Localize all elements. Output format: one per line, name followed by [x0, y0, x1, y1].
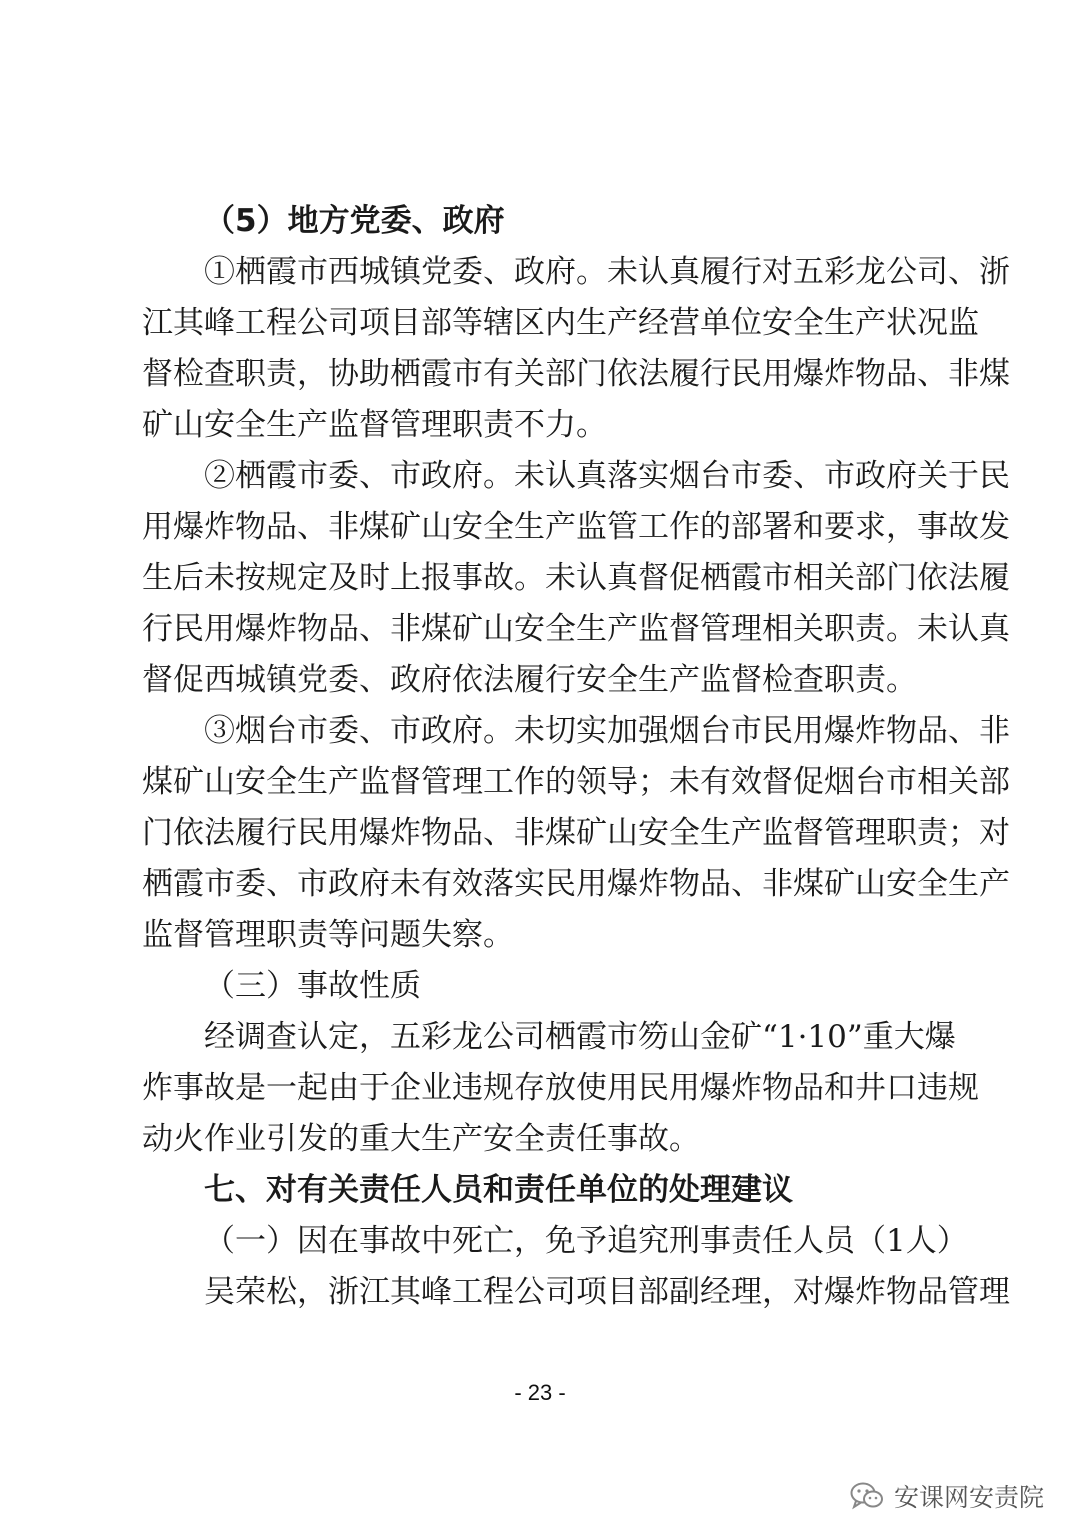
paragraph-line: 江其峰工程公司项目部等辖区内生产经营单位安全生产状况监 — [142, 305, 979, 341]
paragraph-line: 吴荣松，浙江其峰工程公司项目部副经理，对爆炸物品管理 — [204, 1274, 1010, 1310]
wechat-icon — [850, 1481, 884, 1511]
paragraph-line: 督促西城镇党委、政府依法履行安全生产监督检查职责。 — [142, 662, 917, 698]
paragraph-line: 经调查认定，五彩龙公司栖霞市笏山金矿“1·10”重大爆 — [204, 1019, 956, 1055]
paragraph-line: ③烟台市委、市政府。未切实加强烟台市民用爆炸物品、非 — [204, 713, 1010, 749]
page-number: - 23 - — [514, 1380, 566, 1405]
paragraph-line: 门依法履行民用爆炸物品、非煤矿山安全生产监督管理职责；对 — [142, 815, 1010, 851]
section-heading-local-party: （5）地方党委、政府 — [204, 203, 505, 239]
paragraph-line: 用爆炸物品、非煤矿山安全生产监管工作的部署和要求，事故发 — [142, 509, 1010, 545]
watermark-text: 安课网安责院 — [893, 1483, 1044, 1512]
paragraph-line: 矿山安全生产监督管理职责不力。 — [142, 407, 607, 443]
section-heading-handling-suggestions: 七、对有关责任人员和责任单位的处理建议 — [204, 1172, 793, 1208]
paragraph-line: 督检查职责，协助栖霞市有关部门依法履行民用爆炸物品、非煤 — [142, 356, 1010, 392]
paragraph-line: ①栖霞市西城镇党委、政府。未认真履行对五彩龙公司、浙 — [204, 254, 1010, 290]
paragraph-line: 煤矿山安全生产监督管理工作的领导；未有效督促烟台市相关部 — [142, 764, 1010, 800]
paragraph-line: 炸事故是一起由于企业违规存放使用民用爆炸物品和井口违规 — [142, 1070, 979, 1106]
paragraph-line: 行民用爆炸物品、非煤矿山安全生产监督管理相关职责。未认真 — [142, 611, 1010, 647]
paragraph-line: 动火作业引发的重大生产安全责任事故。 — [142, 1121, 700, 1157]
paragraph-line: ②栖霞市委、市政府。未认真落实烟台市委、市政府关于民 — [204, 458, 1010, 494]
watermark — [850, 1476, 1044, 1516]
paragraph-line: 栖霞市委、市政府未有效落实民用爆炸物品、非煤矿山安全生产 — [142, 866, 1010, 902]
paragraph-line: 监督管理职责等问题失察。 — [142, 917, 514, 953]
section-heading-accident-nature: （三）事故性质 — [204, 968, 421, 1004]
subsection-heading: （一）因在事故中死亡，免予追究刑事责任人员（1人） — [204, 1223, 968, 1259]
paragraph-line: 生后未按规定及时上报事故。未认真督促栖霞市相关部门依法履 — [142, 560, 1010, 596]
